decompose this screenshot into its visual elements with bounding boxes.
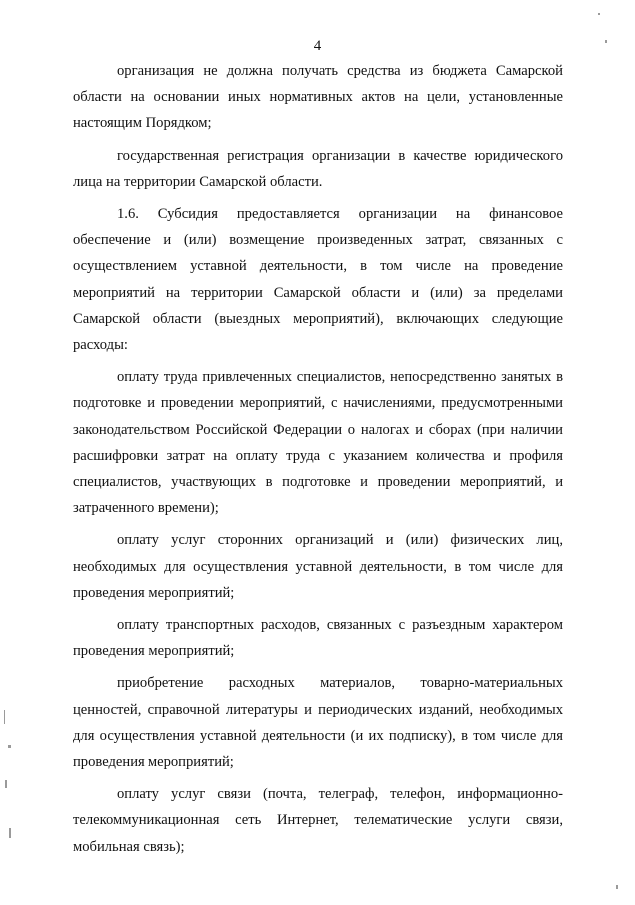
scan-artifact-left-2 bbox=[8, 745, 11, 748]
document-body bbox=[73, 58, 563, 860]
paragraph-communication-services: оплату услуг связи (почта, телеграф, телефон, информационно-телекоммуникационная сеть Интернет, телематические услуги связи, мобильная связь); bbox=[73, 786, 563, 855]
scan-artifact-top-right bbox=[598, 13, 600, 15]
scan-artifact-right bbox=[605, 40, 607, 43]
scan-artifact-bottom-right bbox=[616, 885, 618, 889]
paragraph-labor-payment: оплату труда привлеченных специалистов, непосредственно занятых в подготовке и проведении мероприятий, с начислениями, предусмотренными законодательством Российской Федерации о налогах и сборах (при наличии расшифровки затрат на оплату труда с указанием количества и профиля специалистов, участвующих в подготовке и проведении мероприятий, и затраченного времени); bbox=[73, 369, 563, 517]
paragraph-transport-costs: оплату транспортных расходов, связанных с разъездным характером проведения мероприятий; bbox=[73, 617, 563, 660]
paragraph-budget-funds: организация не должна получать средства из бюджета Самарской области на основании иных нормативных актов на цели, установленные настоящим Порядком; bbox=[73, 63, 563, 132]
page-number: 4 bbox=[313, 38, 322, 54]
paragraph-subsidy-purpose: 1.6. Субсидия предоставляется организации на финансовое обеспечение и (или) возмещение произведенных затрат, связанных с осуществлением уставной деятельности, в том числе на проведение мероприятий на территории Самарской области и (или) за пределами Самарской области (выездных мероприятий), включающих следующие расходы: bbox=[73, 206, 563, 354]
scan-artifact-left-4 bbox=[9, 828, 11, 838]
scan-artifact-left-1 bbox=[4, 710, 5, 724]
paragraph-materials: приобретение расходных материалов, товарно-материальных ценностей, справочной литературы и периодических изданий, необходимых для осуществления уставной деятельности (и их подписку), в том числе для проведения мероприятий; bbox=[73, 675, 563, 771]
scan-artifact-left-3 bbox=[5, 780, 7, 788]
paragraph-third-party-services: оплату услуг сторонних организаций и (или) физических лиц, необходимых для осуществления уставной деятельности, в том числе для проведения мероприятий; bbox=[73, 532, 563, 601]
paragraph-registration: государственная регистрация организации в качестве юридического лица на территории Самарской области. bbox=[73, 147, 563, 190]
